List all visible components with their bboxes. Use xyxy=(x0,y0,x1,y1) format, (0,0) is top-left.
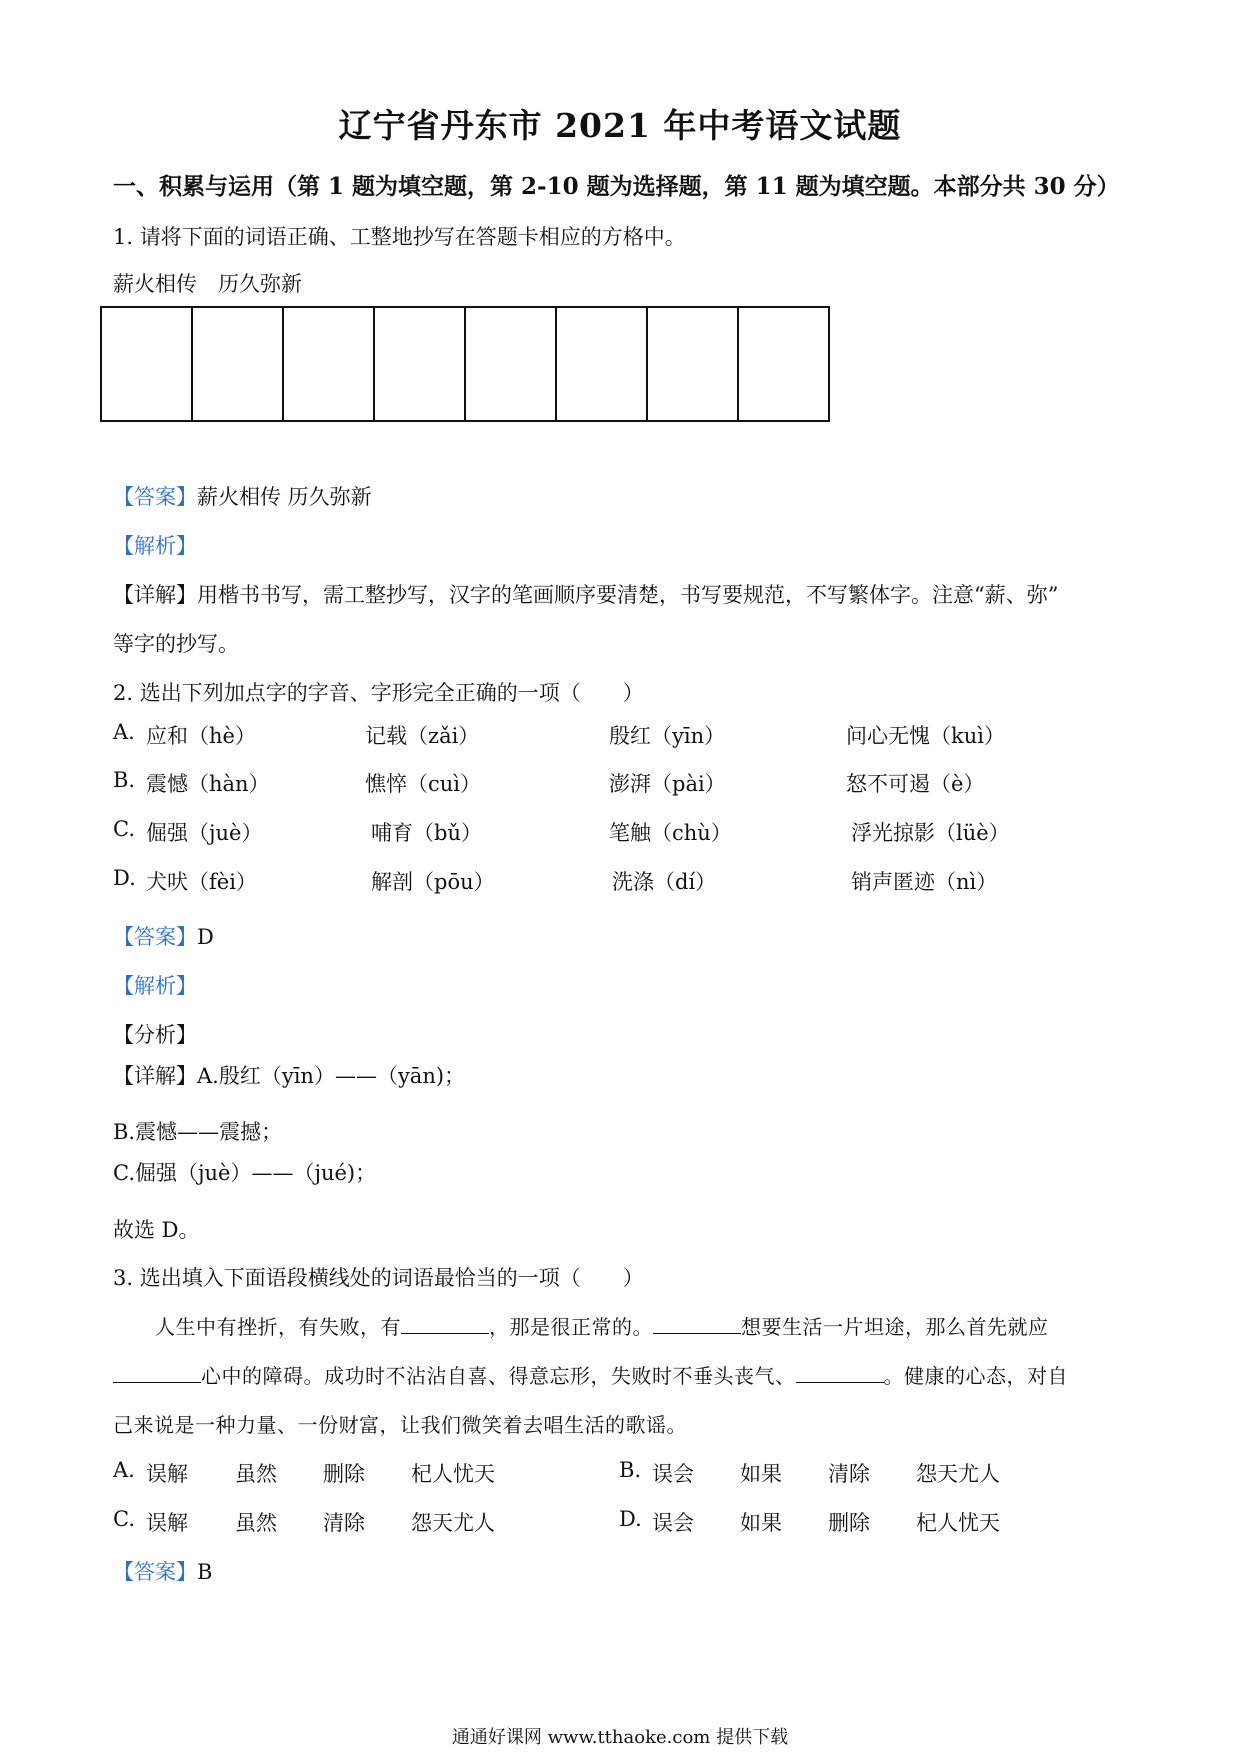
option-item: 杞人忧天 xyxy=(916,1511,1000,1535)
q2-detail-line4: 故选 D。 xyxy=(113,1218,200,1242)
option-item: 犬吠（fèi） xyxy=(146,870,257,894)
option-item: 清除 xyxy=(828,1462,870,1486)
answer-cell xyxy=(193,306,284,422)
page-title: 辽宁省丹东市 2021 年中考语文试题 xyxy=(338,106,902,145)
option-item: 删除 xyxy=(323,1462,365,1486)
option-item: 如果 xyxy=(740,1511,782,1535)
option-item: 销声匿迹（nì） xyxy=(851,870,998,894)
option-item: 误解 xyxy=(146,1462,188,1486)
option-item: 洗涤（dí） xyxy=(612,870,717,894)
q3-passage-line1 xyxy=(155,1311,1049,1340)
option-letter: B. xyxy=(619,1458,642,1482)
option-item: 怨天尤人 xyxy=(411,1511,495,1535)
option-item: 解剖（pōu） xyxy=(371,870,495,894)
option-letter: C. xyxy=(113,1507,135,1531)
answer-cell xyxy=(648,306,739,422)
q2-stem: 2. 选出下列加点字的字音、字形完全正确的一项（ ） xyxy=(113,681,644,705)
q1-words: 薪火相传 历久弥新 xyxy=(113,272,302,296)
answer-cell xyxy=(102,306,193,422)
q1-stem: 1. 请将下面的词语正确、工整地抄写在答题卡相应的方格中。 xyxy=(113,225,686,249)
q1-analysis-tag: 【解析】 xyxy=(113,534,197,558)
answer-cell xyxy=(557,306,648,422)
option-item: 应和（hè） xyxy=(146,724,256,748)
option-item: 怒不可遏（è） xyxy=(846,772,985,796)
answer-tag: 【答案】 xyxy=(113,925,197,949)
option-letter: D. xyxy=(113,866,136,890)
q2-analysis-tag: 【解析】 xyxy=(113,974,197,998)
answer-tag: 【答案】 xyxy=(113,1560,197,1584)
passage-text: ，那是很正常的。 xyxy=(489,1315,653,1339)
q2-fenxi: 【分析】 xyxy=(113,1023,197,1047)
option-letter: D. xyxy=(619,1507,642,1531)
q1-detail-line2: 等字的抄写。 xyxy=(113,632,239,656)
option-item: 杞人忧天 xyxy=(411,1462,495,1486)
option-item: 问心无愧（kuì） xyxy=(846,724,1005,748)
passage-text: 心中的障碍。成功时不沾沾自喜、得意忘形，失败时不垂头丧气、 xyxy=(201,1364,796,1388)
option-item: 记载（zǎi） xyxy=(365,724,480,748)
q3-stem: 3. 选出填入下面语段横线处的词语最恰当的一项（ ） xyxy=(113,1266,644,1290)
passage-text: 人生中有挫折，有失败，有 xyxy=(155,1315,401,1339)
option-item: 澎湃（pài） xyxy=(609,772,726,796)
fill-blank xyxy=(401,1313,489,1334)
q2-detail-line3: C.倔强（juè）——（jué)； xyxy=(113,1161,377,1185)
q3-answer-line xyxy=(113,1556,212,1586)
option-item: 误会 xyxy=(652,1462,694,1486)
option-item: 震憾（hàn） xyxy=(146,772,270,796)
passage-text: 想要生活一片坦途，那么首先就应 xyxy=(741,1315,1049,1339)
option-letter: A. xyxy=(113,720,135,744)
answer-cell xyxy=(284,306,375,422)
option-item: 误会 xyxy=(652,1511,694,1535)
answer-tag: 【答案】 xyxy=(113,485,197,509)
option-item: 误解 xyxy=(146,1511,188,1535)
q2-detail-line2: B.震憾——震撼； xyxy=(113,1120,283,1144)
option-item: 虽然 xyxy=(235,1462,277,1486)
fill-blank xyxy=(113,1362,201,1383)
q1-detail-line1: 【详解】用楷书书写，需工整抄写，汉字的笔画顺序要清楚，书写要规范，不写繁体字。注意“薪、弥” xyxy=(113,583,1059,607)
passage-text: 。健康的心态，对自 xyxy=(883,1364,1068,1388)
option-item: 怨天尤人 xyxy=(916,1462,1000,1486)
answer-cell xyxy=(375,306,466,422)
option-item: 殷红（yīn） xyxy=(609,724,726,748)
option-item: 删除 xyxy=(828,1511,870,1535)
q2-detail-line1: 【详解】A.殷红（yīn）——（yān)； xyxy=(113,1064,466,1088)
option-item: 倔强（juè） xyxy=(146,821,263,845)
option-letter: A. xyxy=(113,1458,135,1482)
option-item: 憔悴（cuì） xyxy=(365,772,482,796)
fill-blank xyxy=(653,1313,741,1334)
q3-answer: B xyxy=(197,1560,213,1584)
option-item: 清除 xyxy=(323,1511,365,1535)
q2-answer-line xyxy=(113,921,214,951)
q1-answer-line xyxy=(113,481,372,511)
option-letter: C. xyxy=(113,817,135,841)
option-item: 浮光掠影（lüè） xyxy=(851,821,1010,845)
answer-cell xyxy=(739,306,830,422)
section-heading: 一、积累与运用（第 1 题为填空题，第 2-10 题为选择题，第 11 题为填空题。本部分共 30 分） xyxy=(113,173,1120,200)
q3-passage-line2 xyxy=(113,1360,1068,1389)
q2-answer: D xyxy=(197,925,214,949)
q1-answer: 薪火相传 历久弥新 xyxy=(197,485,372,509)
q3-passage-line3: 己来说是一种力量、一份财富，让我们微笑着去唱生活的歌谣。 xyxy=(113,1413,687,1437)
fill-blank xyxy=(796,1362,884,1383)
option-letter: B. xyxy=(113,768,136,792)
option-item: 笔触（chù） xyxy=(609,821,732,845)
answer-grid xyxy=(100,306,830,422)
answer-cell xyxy=(466,306,557,422)
option-item: 哺育（bǔ） xyxy=(371,821,482,845)
option-item: 如果 xyxy=(740,1462,782,1486)
page-footer: 通通好课网 www.tthaoke.com 提供下载 xyxy=(451,1727,789,1748)
option-item: 虽然 xyxy=(235,1511,277,1535)
